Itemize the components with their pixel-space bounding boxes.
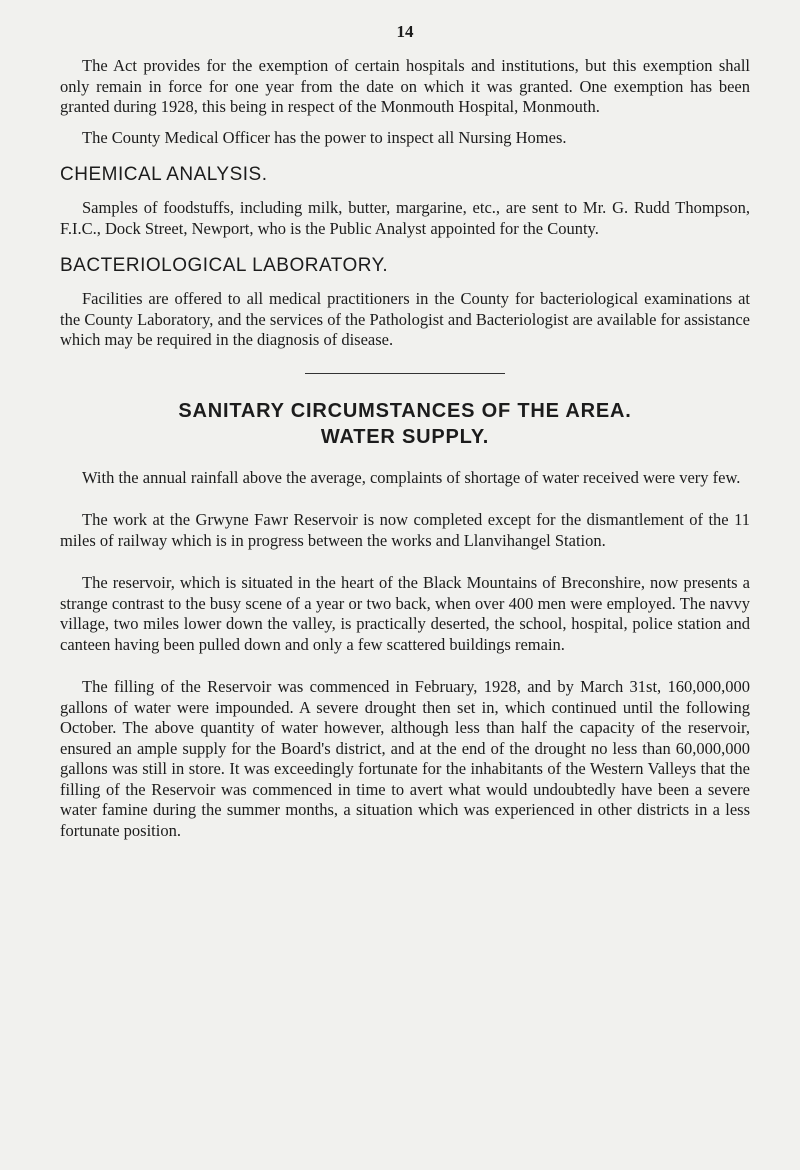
document-page (60, 22, 750, 841)
exemption-paragraph: The Act provides for the exemption of certain hospitals and institutions, but this exemption shall only remain in force for one year from the date on which it was granted. One exemption has been granted during 1928, this being in respect of the Monmouth Hospital, Monmouth. (60, 56, 750, 116)
chemical-analysis-heading: CHEMICAL ANALYSIS. (60, 164, 268, 185)
section-divider (305, 373, 505, 374)
inspection-paragraph: The County Medical Officer has the power to inspect all Nursing Homes. (82, 127, 567, 147)
water-supply-paragraph-2: The work at the Grwyne Fawr Reservoir is now completed except for the dismantlement of the 11 miles of railway which is in progress between the works and Llanvihangel Station. (60, 510, 750, 550)
page-number: 14 (396, 22, 414, 41)
bacteriological-laboratory-heading: BACTERIOLOGICAL LABORATORY. (60, 255, 389, 276)
sanitary-circumstances-heading: SANITARY CIRCUMSTANCES OF THE AREA. (178, 399, 632, 422)
bacteriological-laboratory-paragraph: Facilities are offered to all medical practitioners in the County for bacteriological examinations at the County Laboratory, and the services of the Pathologist and Bacteriologist are available for assistance which may be required in the diagnosis of disease. (60, 289, 750, 349)
water-supply-paragraph-1: With the annual rainfall above the average, complaints of shortage of water received were very few. (82, 467, 741, 487)
water-supply-paragraph-3: The reservoir, which is situated in the heart of the Black Mountains of Breconshire, now presents a strange contrast to the busy scene of a year or two back, when over 400 men were employed. The navvy village, two miles lower down the valley, is practically deserted, the school, hospital, police station and canteen having been pulled down and only a few scattered buildings remain. (60, 573, 750, 654)
water-supply-heading: WATER SUPPLY. (320, 425, 490, 448)
chemical-analysis-paragraph: Samples of foodstuffs, including milk, butter, margarine, etc., are sent to Mr. G. Rudd Thompson, F.I.C., Dock Street, Newport, who is the Public Analyst appointed for the County. (60, 198, 750, 238)
water-supply-paragraph-4: The filling of the Reservoir was commenced in February, 1928, and by March 31st, 160,000,000 gallons of water were impounded. A severe drought then set in, which continued until the following October. The above quantity of water however, although less than half the capacity of the reservoir, ensured an ample supply for the Board's district, and at the end of the drought no less than 60,000,000 gallons was still in store. It was exceedingly fortunate for the inhabitants of the Western Valleys that the filling of the Reservoir was commenced in time to avert what would undoubtedly have been a severe water famine during the summer months, a situation which was experienced in other districts in a less fortunate position. (60, 677, 750, 840)
